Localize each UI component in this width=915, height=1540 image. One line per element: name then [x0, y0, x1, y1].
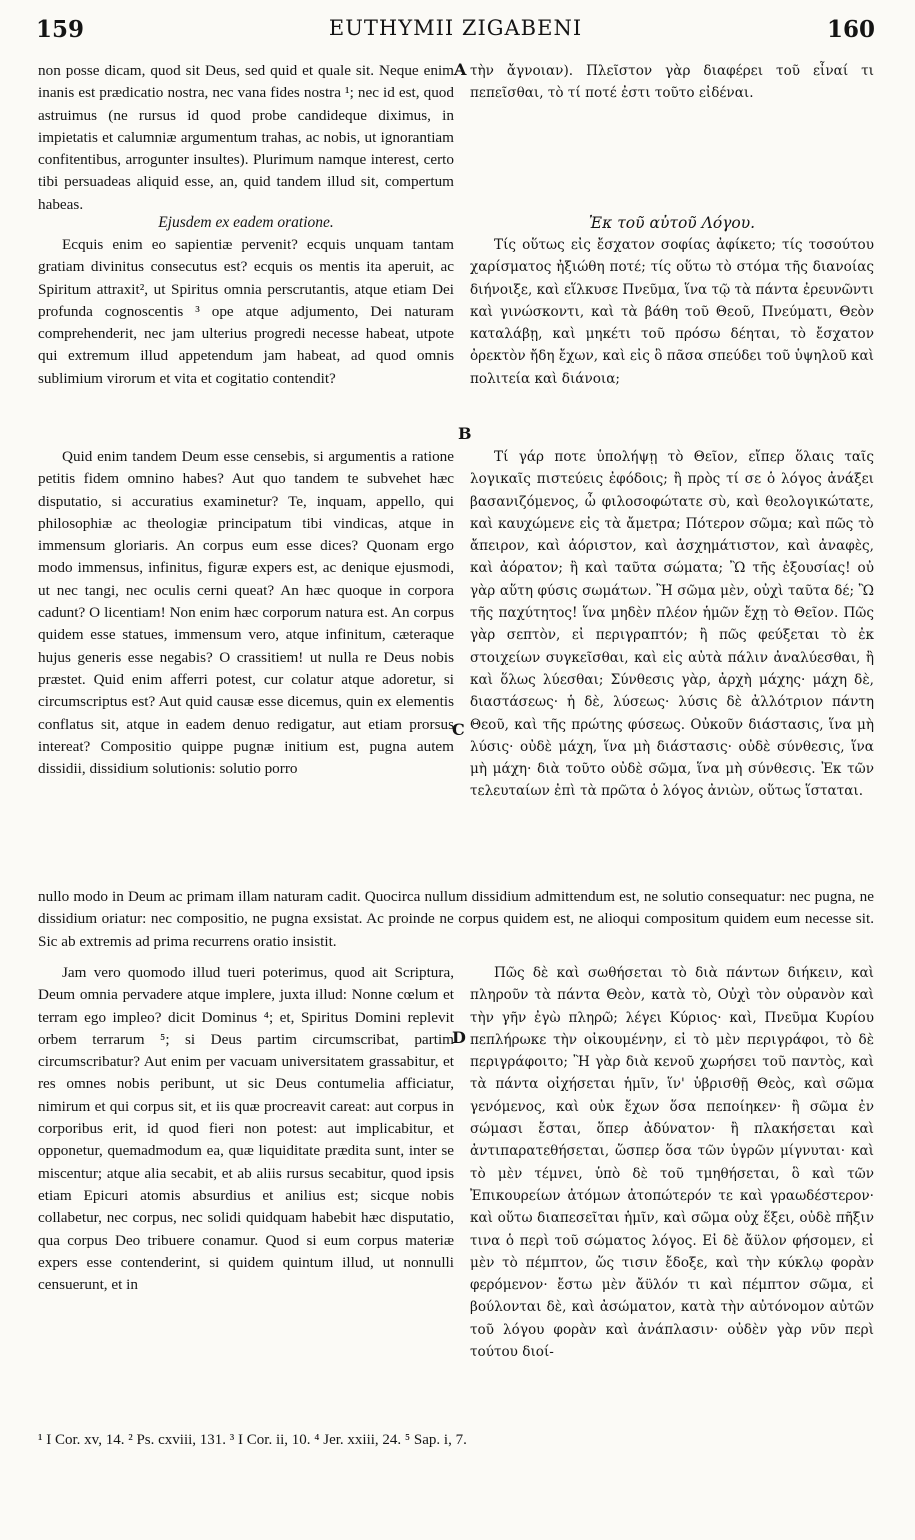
latin-section-title: Ejusdem ex eadem oratione.: [158, 214, 334, 231]
page-header: [36, 6, 875, 50]
greek-section-title: Ἐκ τοῦ αὐτοῦ Λόγου.: [588, 214, 756, 232]
latin-continuation: non posse dicam, quod sit Deus, sed quid et quale sit. Neque enim inanis est prædicatio nostra, nec vana fides nostra ¹; nec id est, quod astruimus (ne rursus id quod probe candideque diximus, in impietatis et calumniæ argumentum trahas, ac nobis, ut ignorantiam confitentibus, arrogunter insultes). Plurimum namque interest, certo tibi persuadeas aliquid esse, an, quid tandem illud sit, compertum habeas.: [38, 62, 454, 213]
page-number-right: 160: [826, 16, 875, 43]
margin-marker-b: B: [458, 424, 472, 443]
margin-marker-a: A: [454, 60, 467, 79]
margin-marker-c: C: [452, 720, 465, 739]
latin-full-width-paragraph: nullo modo in Deum ac primam illam naturam cadit. Quocirca nullum dissidium admittendum est, ne solutio consequatur: nec pugna, ne dissidium oriatur: nec compositio, ne pugna exsistat. Ac proinde ne corpus quidem est, ne alioqui compositum quidem eum necesse sit. Sic ab extremis ad prima recurrens oratio insistit.: [38, 888, 874, 950]
page-number-left: 159: [36, 16, 85, 43]
greek-paragraph-1: Τίς οὕτως εἰς ἔσχατον σοφίας ἀφίκετο; τίς τοσούτου χαρίσματος ἠξιώθη ποτέ; τίς οὕτω τὸ στόμα τῆς διανοίας διήνοιξε, καὶ εἵλκυσε Πνεῦμα, ἵνα τῷ τὰ πάντα ἐρευνῶντι καὶ γινώσκοντι, καὶ τὰ βάθη τοῦ Θεοῦ, Πνεύματι, Θεὸν καταλάβῃ, καὶ μηκέτι τοῦ πρόσω δέηται, τὸ ἔσχατον ὀρεκτὸν ἤδη ἔχων, καὶ εἰς ὃ πᾶσα σπεύδει τοῦ ὑψηλοῦ καὶ πολιτεία καὶ διάνοια;: [470, 237, 874, 387]
greek-continuation: τὴν ἄγνοιαν). Πλεῖστον γὰρ διαφέρει τοῦ εἶναί τι πεπεῖσθαι, τὸ τί ποτέ ἐστι τοῦτο εἰδέναι.: [470, 63, 874, 102]
latin-paragraph-3: Jam vero quomodo illud tueri poterimus, quod ait Scriptura, Deum omnia pervadere atque implere, juxta illud: Nonne cœlum et terram ego impleo? dicit Dominus ⁴; et, Spiritus Domini replevit orbem terrarum ⁵; si Deus partim circumscribat, partim circumscribatur? Aut enim per vacuam universitatem grassabitur, et res omnes nobis peribunt, ut sic Deus contumelia afficiatur, nimirum et qui corpus sit, et iis quæ procreavit careat: aut corpus in corporibus erit, id quod fieri non potest: aut implicabitur, et opponetur, quemadmodum ea, quæ liquiditate prædita sunt, inter se miscentur; atque alia secabit, et ab aliis rursus secabitur, quod ipsis etiam Epicuri atomis absurdius et anilius est; sicque nobis collabetur, nec corpus, nec solidi quidquam habebit hæc disputatio, qua corpus Deo tribuere conamur. Quod si eum corpus materiæ expers esse contenderint, si quidem quintum illud, ut nonnulli censuerunt, et in: [38, 964, 454, 1294]
margin-marker-d: D: [452, 1028, 466, 1047]
footnotes: ¹ I Cor. xv, 14. ² Ps. cxviii, 131. ³ I Cor. ii, 10. ⁴ Jer. xxiii, 24. ⁵ Sap. i, 7.: [38, 1432, 467, 1448]
greek-paragraph-3: Πῶς δὲ καὶ σωθήσεται τὸ διὰ πάντων διήκειν, καὶ πληροῦν τὰ πάντα Θεὸν, κατὰ τὸ, Οὐχὶ τὸν οὐρανὸν καὶ τὴν γῆν ἐγὼ πληρῶ; λέγει Κύριος· καὶ, Πνεῦμα Κυρίου πεπλήρωκε τὴν οἰκουμένην, εἰ τὸ μὲν περιγράφοι, τὸ δὲ περιγράφοιτο; Ἢ γὰρ διὰ κενοῦ χωρήσει τοῦ παντὸς, καὶ τὰ πάντα οἰχήσεται ἡμῖν, ἵν' ὑβρισθῇ Θεὸς, καὶ σῶμα γενόμενος, καὶ οὐκ ἔχων ὅσα πεποίηκεν· ἢ σῶμα ἐν σώμασι ἔσται, ὅπερ ἀδύνατον· ἢ πλακήσεται καὶ ἀντιπαρατεθήσεται, ὥσπερ ὅσα τῶν ὑγρῶν μίγνυται· καὶ τὸ μὲν τέμνει, ὑπὸ δὲ τοῦ τμηθήσεται, ὃ καὶ τῶν Ἐπικουρείων ἀτόμων ἀτοπώτερόν τε καὶ γραωδέστερον· καὶ οὕτω διαπεσεῖται ἡμῖν, καὶ σῶμα οὐχ ἕξει, οὐδὲ πῆξιν τινα ὁ περὶ τοῦ σώματος λόγος. Εἰ δὲ ἄϋλον φήσομεν, εἰ μὲν τὸ πέμπτον, ὥς τισιν ἔδοξε, καὶ τὴν κύκλῳ φορὰν φερόμενον· ἔστω μὲν ἄϋλόν τι καὶ πέμπτον σῶμα, εἰ βούλονται δὲ, καὶ ἀσώματον, κατὰ τὴν αὐτόνομον αὐτῶν τοῦ λόγου φορὰν καὶ ἀνάπλασιν· οὐδὲν γὰρ νῦν περὶ τούτου διοί-: [470, 965, 874, 1361]
running-title: EUTHYMII ZIGABENI: [328, 16, 583, 40]
latin-paragraph-2: Quid enim tandem Deum esse censebis, si argumentis a ratione petitis fidem omnino habes? Aut quo tandem te subvehet hæc disputatio, si accuratius examinetur? Te, inquam, appello, qui philosophiæ ac theologiæ principatum tibi vindicas, atque in immensum gloriaris. An corpus eum esse dices? Quonam ergo modo immensus, infinitus, figuræ expers est, ac denique ejusmodi, ut nec tangi, nec oculis cerni queat? An hæc quoque in corpora cadunt? O licentiam! Non enim hæc corporum natura est. An corpus quidem esse statues, immensum vero, atque infinitum, cæteraque hujus generis esse negabis? O crassitiem! ut nulla re Deus nobis præstet. Quid enim afferri potest, cur colatur atque adoretur, si circumscriptus est? Aut quid causæ esse dicemus, quin ex elementis conflatus sit, atque in eadem denuo redigatur, aut etiam prorsus intereat? Compositio quippe pugnæ initium est, pugna autem dissidii, dissidium solutionis: solutio porro: [38, 448, 454, 778]
latin-paragraph-1: Ecquis enim eo sapientiæ pervenit? ecquis unquam tantam gratiam divinitus consecutus est? ecquis os mentis ita aperuit, ac Spiritum attraxit², ut Spiritus omnia perscrutantis, atque etiam Dei profunda cognoscentis ³ ope atque adjumento, Dei naturam comprehenderit, nec jam ulterius progredi necesse habeat, utpote qui extremum illud appetendum jam habeat, ad quod omnis sublimium virorum et vita et cogitatio contendit?: [38, 236, 454, 387]
greek-paragraph-2: Τί γάρ ποτε ὑπολήψῃ τὸ Θεῖον, εἴπερ ὅλαις ταῖς λογικαῖς πιστεύεις ἐφόδοις; ἢ πρὸς τί σε ὁ λόγος ἀνάξει βασανιζόμενος, ὦ φιλοσοφώτατε σὺ, καὶ θεολογικώτατε, καὶ καυχώμενε εἰς τὰ ἄμετρα; Πότερον σῶμα; καὶ πῶς τὸ ἄπειρον, καὶ ἀόριστον, καὶ ἀσχημάτιστον, καὶ ἀναφὲς, καὶ ἀόρατον; ἢ καὶ ταῦτα σώματα; Ὢ τῆς ἐξουσίας! οὐ γὰρ αὕτη φύσις σωμάτων. Ἢ σῶμα μὲν, οὐχὶ ταῦτα δέ; Ὢ τῆς παχύτητος! ἵνα μηδὲν πλέον ἡμῶν ἔχῃ τὸ Θεῖον. Πῶς γὰρ σεπτὸν, εἰ περιγραπτόν; ἢ πῶς φεύξεται τὸ ἐκ στοιχείων συγκεῖσθαι, καὶ εἰς αὐτὰ πάλιν ἀναλύεσθαι, ἢ καὶ ὅλως λύεσθαι; Σύνθεσις γὰρ, ἀρχὴ μάχης· μάχη δὲ, διαστάσεως· ἡ δὲ, λύσεως· λύσις δὲ ἀλλότριον πάντη Θεοῦ, καὶ τῆς πρώτης φύσεως. Οὐκοῦν διάστασις, ἵνα μὴ λύσις· οὐδὲ μάχη, ἵνα μὴ διάστασις· οὐδὲ σύνθεσις, ἵνα μὴ μάχη· διὰ τοῦτο οὐδὲ σῶμα, ἵνα μὴ σύνθεσις. Ἐκ τῶν τελευταίων ἐπὶ τὰ πρῶτα ὁ λόγος ἀνιὼν, οὕτως ἵσταται.: [470, 449, 874, 800]
